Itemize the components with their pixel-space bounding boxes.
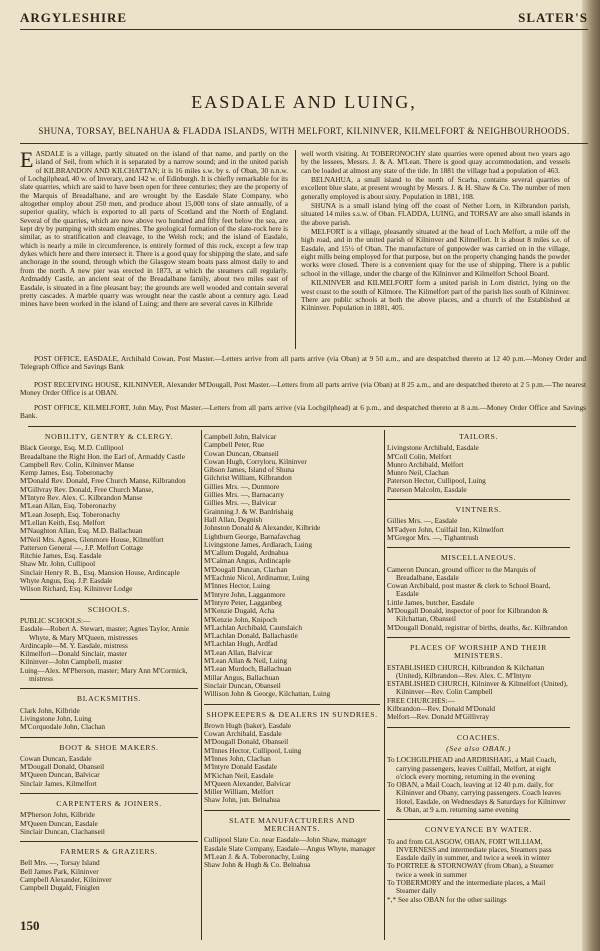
directory-entry: ESTABLISHED CHURCH, Kilninver & Kilmelfort (United), Kilninver—Rev. Colin Campbell: [387, 680, 568, 697]
directory-entry: Ritchie James, Esq. Easdale: [20, 552, 102, 561]
subtitle-rule: [20, 143, 588, 144]
directory-entry: M'Coll Colin, Melfort: [387, 452, 452, 461]
column-divider-1: [201, 430, 202, 940]
directory-entry: M'Dougall Donald, Obanseil: [20, 763, 105, 772]
directory-entry: Paterson Hector, Cullipool, Luing: [387, 477, 486, 486]
intro-paragraph: SHUNA is a small island lying off the coast of Nether Lorn, in Kilbrandon parish, situated 14 miles s.s.w. of Oban. FLADDA, LUING, and TORSAY are also small islands in the above parish.: [301, 201, 570, 227]
directory-entry: Munro Archibald, Melfort: [387, 460, 464, 469]
directory-entry: Shaw John, jun. Belnahua: [204, 796, 281, 805]
section-title: COACHES.: [456, 732, 501, 742]
directory-entry: Willison John & George, Kilchattan, Luing: [204, 690, 331, 699]
directory-entry: Bell Mrs. —, Torsay Island: [20, 859, 100, 868]
directory-entry: M'Intyre Peter, Lagganbeg: [204, 598, 282, 607]
intro-paragraph: BELNAHUA, a small island to the north of Scarba, contains several quarries of excellent blue slate, at present wrought by Messrs. J. & H. Shaw & Co. The number of men generally employed is about sixty. Population in 1881, 108.: [301, 175, 570, 201]
directory-entry: Ardincaple—M. Y. Easdale, mistress: [20, 641, 128, 650]
post-receiving-house-kilninver: POST RECEIVING HOUSE, KILNINVER, Alexander M'Dougall, Post Master.—Letters from all parts arrive (via Oban) at 8 25 a.m., and are despatched thereto at 2 5 p.m.—The nearest Money Order Office is at OBAN.: [20, 380, 586, 398]
directory-entry: M'Lean J. & A. Toberonachy, Luing: [204, 852, 310, 861]
section-title: VINTNERS.: [455, 505, 502, 515]
directory-entry: Cowan Duncan, Easdale: [20, 754, 92, 763]
intro-right-column: [301, 150, 570, 314]
intro-paragraph: [20, 147, 288, 309]
section-title: SLATE MANUFACTURERS AND MERCHANTS.: [229, 815, 355, 834]
directory-entry: M'Lean Joseph, Esq. Toberonachy: [20, 510, 121, 519]
directory-entry: Brown Hugh (baker), Easdale: [204, 721, 292, 730]
directory-entry: M'Queen Duncan, Easdale: [20, 819, 98, 828]
directory-entry: Gillies Mrs. —, Barnacarry: [204, 491, 285, 500]
directory-entry: Easdale—Robert A. Stewart, master; Agnes Taylor, Annie Whyte, & Mary M'Queen, mistresses: [20, 625, 190, 642]
intro-text: ASDALE is a village, partly situated on the island of that name, and partly on the island of Seil, from which it is separated by a narrow sound; and in the united parish of KILBRANDON AND KILCHATTAN; it is 16 miles s.w. by s. of Oban, 30 n.n.w. of Lochgilphead, 40 w. of Inverary, and 142 w. of Edinburgh. It is chiefly remarkable for its slate quarries, which are said to have been open for three centuries; they are the property of the Marquis of Breadalbane, and are wrought by the Easdale Slate Company, who altogether employ about 250 men, and produce about 15,000 tons of slate annually, of a superior quality, which is exported to all parts of Scotland and the North of England. Several of the quarries, which are now above two hundred and fifty feet below the sea, are kept dry by pumping with steam engines. The geological formation of the slate-rock here is similar, as to stratification and cleavage, to the Welsh rock; and the island of Easdale, which is nearly a mile in circumference, is entirely formed of this rock, except a few trap dykes which here and there intersect it. There is a good quay for shipping the slate, and safe anchorage in the sound, through which the Glasgow steam boats pass almost daily to and from the north. A new pier was erected in 1873, at which the steamers call regularly. Ardmaddy Castle, an ancient seat of the Breadalbane family, about two miles east of Easdale, is situated in a fine pleasant bay; the grounds are well wooded and contain several pretty cascades. A marble quarry was wrought near the castle about a century ago. Lead mines have been worked in the island of Luing; and there are several caves in Kilbride: [20, 149, 288, 309]
directory-column-1: [20, 433, 198, 893]
intro-paragraph: well worth visiting. At TOBERONOCHY slate quarries were opened about two years ago by the lessees, Messrs. J. & A. M'Lean. There is good quay accommodation, and vessels can be loaded at almost any state of the tide. In 1881 the village had a population of 463.: [301, 149, 570, 175]
intro-column-divider: [295, 150, 296, 349]
section-rule: [387, 819, 570, 820]
section-title: SCHOOLS.: [87, 604, 131, 614]
directory-entry: M'Lachlan Donald, Ballachastle: [204, 632, 298, 641]
directory-entry: Campbell Alexander, Kilninver: [20, 876, 112, 885]
section-title: SHOPKEEPERS & DEALERS IN SUNDRIES.: [206, 709, 378, 719]
directory-entry: Campbell Rev. Colin, Kilninver Manse: [20, 460, 135, 469]
running-header: [20, 10, 588, 28]
directory-entry: *,* See also OBAN for the other sailings: [387, 895, 507, 904]
section-title: NOBILITY, GENTRY & CLERGY.: [44, 432, 174, 441]
directory-entry: M'Kenzie Dugald, Acha: [204, 607, 275, 616]
directory-entry: M'Intyre John, Lagganmore: [204, 590, 286, 599]
directory-entry: M'Dougall Donald, inspector of poor for Kilbrandon & Kilchattan, Obanseil: [387, 607, 549, 624]
directory-entry: Luing—Alex. M'Pherson, master; Mary Ann M'Cormick, mistress: [20, 666, 188, 684]
directory-entry: Hall Allan, Degnish: [204, 515, 263, 524]
directory-rule: [28, 426, 576, 427]
directory-entry: Gilchrist William, Kilbrandon: [204, 474, 292, 483]
directory-entry: Paterson Malcolm, Easdale: [387, 485, 467, 494]
directory-entry: M'Kichan Neil, Easdale: [204, 771, 274, 780]
header-county: ARGYLESHIRE: [20, 10, 128, 25]
directory-entry: M'Intyre Donald Easdale: [204, 763, 278, 772]
section-rule: [20, 599, 198, 600]
directory-entry: Shaw John & Hugh & Co. Belnahua: [204, 861, 311, 870]
section-rule: [20, 793, 198, 794]
directory-entry: M'Naughton Allan, Esq. M.D. Ballachuan: [20, 527, 143, 536]
directory-entry: Breadalbane the Right Hon. the Earl of, Armaddy Castle: [20, 452, 185, 461]
directory-entry: M'Dougall Duncan, Clachan: [204, 565, 288, 574]
column-divider-2: [384, 430, 385, 940]
directory-entry: Sinclair Duncan, Obanseil: [204, 681, 281, 690]
directory-entry: M'Corquodale John, Clachan: [20, 723, 106, 732]
section-title: TAILORS.: [458, 432, 499, 441]
directory-entry: M'Lean Allan & Neil, Luing: [204, 657, 287, 666]
directory-entry: M'Lachlan Archibald, Caunslaich: [204, 623, 302, 632]
directory-entry: Kilmelfort—Donald Sinclair, master: [20, 650, 127, 659]
directory-entry: Cameron Duncan, ground officer to the Marquis of Breadalbane, Easdale: [387, 565, 537, 582]
section-rule: [387, 499, 570, 500]
directory-entry: To PORTREE & STORNOWAY (from Oban), a Steamer twice a week in summer: [387, 862, 554, 879]
directory-entry: M'Lellan Keith, Esq. Melfort: [20, 518, 106, 527]
directory-entry: Munro Neil, Clachan: [387, 469, 449, 478]
directory-entry: Patterson General —, J.P. Melfort Cottage: [20, 543, 144, 552]
directory-entry: Campbell John, Balvicar: [204, 433, 277, 441]
section-rule: [20, 737, 198, 738]
intro-paragraph: MELFORT is a village, pleasantly situated at the head of Loch Melfort, a mile off the high road, and in the united parish of Kilninver and Kilmelfort. It is about 8 miles s.e. of Easdale, and 15½ of Oban. The manufacture of gunpowder was carried on in the village, eight mills being employed for that purpose, but on the property changing hands the powder works were closed. There is a convenient quay for the use of shipping. There is a public school in the village, under the charge of the Kilninver and Kilmelfort School Board.: [301, 227, 570, 278]
directory-entry: M'Gregor Mrs. —, Tighantrush: [387, 533, 479, 542]
section-rule: [387, 637, 570, 638]
directory-entry: Kemp James, Esq. Toberonachy: [20, 469, 114, 478]
directory-entry: M'Neil Mrs. Agnes, Glenmore House, Kilmelfort: [20, 535, 164, 544]
directory-entry: M'Lean Allan, Esq. Toberonachy: [20, 502, 117, 511]
section-title: BOOT & SHOE MAKERS.: [59, 742, 159, 752]
directory-entry: Black George, Esq. M.D. Cullipool: [20, 444, 124, 453]
directory-entry: FREE CHURCHES:—: [387, 696, 455, 705]
dropcap-letter: E: [20, 147, 34, 172]
section-rule: [387, 547, 570, 548]
section-rule: [204, 810, 380, 811]
directory-entry: M'Innes Hector, Luing: [204, 582, 271, 591]
section-title: CONVEYANCE BY WATER.: [424, 825, 533, 835]
page-title: EASDALE AND LUING,: [191, 92, 417, 112]
directory-entry: M'Lean Murdoch, Ballachuan: [204, 665, 292, 674]
directory-entry: M'Callum Dugald, Ardnahua: [204, 549, 289, 558]
directory-entry: Cowan Hugh, Corryloru, Kilninver: [204, 457, 307, 466]
directory-entry: M'Gillvray Rev. Donald, Free Church Manse,: [20, 485, 154, 494]
directory-entry: Bell James Park, Kilninver: [20, 867, 99, 876]
directory-entry: To LOCHGILPHEAD and ARDRISHAIG, a Mail Coach, carrying passengers, leaves Cuilfail, Melfort, at eight o'clock every morning, returning in the evening: [387, 756, 557, 781]
directory-entry: M'Queen Alexander, Balvicar: [204, 779, 291, 788]
directory-entry: Gillies Mrs. —, Easdale: [387, 517, 458, 526]
directory-entry: Melfort—Rev. Donald M'Gillivray: [387, 713, 489, 722]
directory-entry: Millar Angus, Ballachuan: [204, 673, 280, 682]
directory-entry: Cowan Archibald, Easdale: [204, 730, 282, 739]
directory-entry: Shaw Mr. John, Cullipool: [20, 560, 96, 569]
directory-entry: M'Dougall Donald, Obanseil: [204, 738, 289, 747]
section-rule: [20, 688, 198, 689]
directory-entry: Kilninver—John Campbell, master: [20, 658, 123, 667]
directory-entry: M'Calman Angus, Ardincaple: [204, 557, 291, 566]
directory-entry: Easdale Slate Company, Easdale—Angus Whyte, manager: [204, 844, 376, 853]
directory-entry: Gillies Mrs. —, Balvicar: [204, 499, 277, 508]
directory-entry: M'Pherson John, Kilbride: [20, 811, 95, 820]
directory-entry: Lightburn George, Barnafavchag: [204, 532, 301, 541]
directory-entry: Whyte Angus, Esq. J.P. Easdale: [20, 577, 113, 586]
directory-entry: M'Dougall Donald, registrar of births, deaths, &c. Kilbrandon: [387, 623, 568, 632]
directory-entry: To and from GLASGOW, OBAN, FORT WILLIAM, INVERNESS and intermediate places, Steamers pass Easdale daily in summer, and twice a week in winter: [387, 837, 552, 863]
section-rule: [387, 727, 570, 728]
directory-entry: Sinclair James, Kilmelfort: [20, 779, 97, 788]
directory-entry: Livingstone Archibald, Easdale: [387, 444, 479, 453]
directory-entry: To OBAN, a Mail Coach, leaving at 12 40 p.m. daily, for Kilninver and Obany, carrying passengers. Coach leaves Hotel, Easdale, on Wednesdays & Saturdays for Kilninver & Oban, at 9 a.m. returning same evening: [387, 781, 566, 814]
directory-column-3: [387, 433, 570, 904]
directory-entry: Wilson Richard, Esq. Kilninver Lodge: [20, 585, 133, 594]
directory-entry: M'Queen Duncan, Balvicar: [20, 771, 100, 780]
directory-entry: Sinclair Henry R. B., Esq. Mansion House, Ardincaple: [20, 568, 180, 577]
directory-entry: To TOBERMORY and the intermediate places, a Mail Steamer daily: [387, 879, 546, 896]
intro-left-column: [20, 147, 288, 310]
post-office-kilmelfort: POST OFFICE, KILMELFORT, John May, Post Master.—Letters from all parts arrive (via Lochgilphead) at 6 p.m., and despatched thereto at 8 a.m.—Money Order Office and Savings Bank.: [20, 403, 586, 421]
directory-entry: Cowan Archibald, post master & clerk to School Board, Easdale: [387, 582, 551, 599]
section-title: MISCELLANEOUS.: [440, 553, 517, 563]
directory-entry: M'Innes John, Clachan: [204, 754, 271, 763]
directory-entry: Gillies Mrs. —, Dunmore: [204, 482, 280, 491]
directory-entry: M'Lachlan Hugh, Ardfad: [204, 640, 278, 649]
directory-entry: Miller William, Melfort: [204, 788, 274, 797]
directory-entry: Cullipool Slate Co. near Easdale—John Shaw, manager: [204, 836, 367, 845]
post-office-easdale: POST OFFICE, EASDALE, Archibald Cowan, Post Master.—Letters arrive from all parts arrive (via Oban) at 9 50 a.m., and are despatched thereto at 12 40 p.m.—Money Order and Telegraph Office and Savings Bank: [20, 354, 586, 372]
directory-entry: Clark John, Kilbride: [20, 706, 80, 715]
page-subtitle: SHUNA, TORSAY, BELNAHUA & FLADDA ISLANDS, WITH MELFORT, KILNINVER, KILMELFORT & NEIGHBOURHOODS.: [38, 126, 570, 136]
directory-entry: Johnston Donald & Alexander, Kilbride: [204, 524, 321, 533]
header-rule: [20, 29, 588, 30]
directory-entry: M'Eachnie Nicol, Ardinamur, Luing: [204, 574, 310, 583]
directory-entry: Kilbrandon—Rev. Donald M'Donald: [387, 705, 496, 714]
section-title: PLACES OF WORSHIP AND THEIR MINISTERS.: [410, 642, 547, 661]
directory-entry: Livingstone John, Luing: [20, 714, 92, 723]
page-number: 150: [20, 918, 40, 933]
directory-entry: M'Donald Rev. Donald, Free Church Manse, Kilbrandon: [20, 477, 186, 486]
directory-entry: M'Innes Hector, Cullipool, Luing: [204, 746, 302, 755]
directory-column-2: [204, 433, 380, 870]
section-title: FARMERS & GRAZIERS.: [60, 847, 158, 857]
directory-entry: ESTABLISHED CHURCH, Kilbrandon & Kilchattan (United), Kilbrandon—Rev. Alex. C. M'Intyre: [387, 663, 545, 680]
header-publisher: SLATER'S: [518, 10, 588, 25]
directory-entry: M'Intyre Rev. Alex. C. Kilbrandon Manse: [20, 494, 143, 503]
directory-entry: Sinclair Duncan, Clachanseil: [20, 827, 105, 836]
intro-paragraph: KILNINVER and KILMELFORT form a united parish in Lorn district, lying on the west coast to the south of Kilmore. The Kilmelfort part of the parish lies south of Kilninver. There are public schools at both the above places, and a church of the Established at Kilninver. Population in 1881, 405.: [301, 278, 570, 313]
section-subtitle: (See also OBAN.): [446, 743, 511, 753]
section-rule: [204, 704, 380, 705]
directory-entry: Gibson James, Island of Shuna: [204, 466, 295, 475]
directory-entry: Little James, butcher, Easdale: [387, 598, 475, 607]
section-title: BLACKSMITHS.: [76, 694, 142, 704]
directory-entry: M'Lean Allan, Balvicar: [204, 648, 273, 657]
directory-entry: Campbell Peter, Rue: [204, 441, 265, 450]
section-rule: [20, 841, 198, 842]
section-title: CARPENTERS & JOINERS.: [56, 798, 162, 808]
directory-entry: Livingstone James, Ardlarach, Luing: [204, 540, 313, 549]
directory-entry: M'Kenzie John, Knipoch: [204, 615, 277, 624]
directory-entry: PUBLIC SCHOOLS:—: [20, 616, 91, 625]
directory-entry: Grainning J. & W. Bardrishaig: [204, 507, 294, 516]
directory-entry: Cowan Duncan, Obanseil: [204, 449, 279, 458]
directory-entry: M'Fadyen John, Cuilfail Inn, Kilmelfort: [387, 525, 504, 534]
directory-entry: Campbell Dugald, Finiglen: [20, 884, 100, 893]
